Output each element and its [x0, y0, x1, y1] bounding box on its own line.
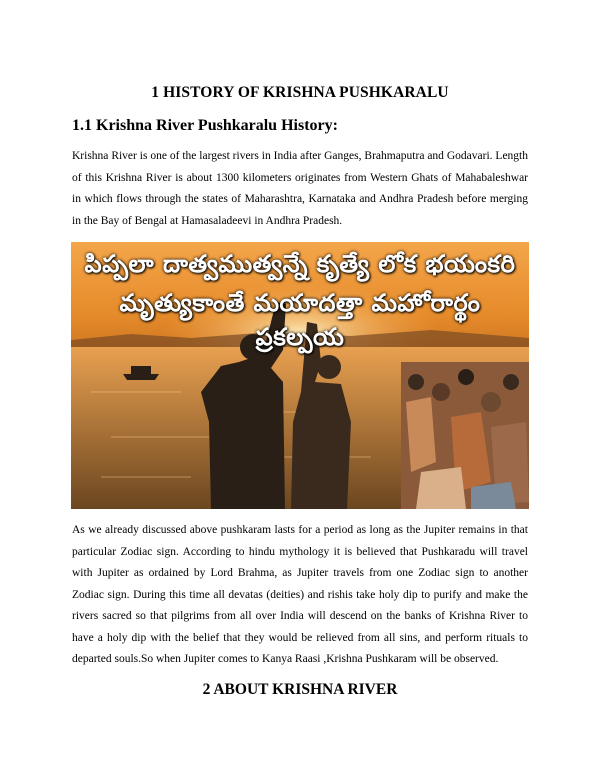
paragraph-intro: Krishna River is one of the largest rivers in India after Ganges, Brahmaputra and Godavari. Length of this Krishna River is about 1300 kilometers originates from Western Ghats of Mahabaleshwar in which flows through the states of Maharashtra, Karnataka and Andhra Pradesh before merging in the Bay of Bengal at Hamasaladeevi in Andhra Pradesh.: [72, 150, 528, 227]
crowd-right-bank: [401, 362, 529, 509]
pushkaralu-photo: [71, 242, 529, 509]
paragraph-pushkaram: As we already discussed above pushkaram lasts for a period as long as the Jupiter remains in that particular Zodiac sign. According to hindu mythology it is believed that Pushkaradu will travel with Jupiter as ordained by Lord Brahma, as Jupiter travels from one Zodiac sign to another Zodiac sign. During this time all devatas (deities) and rishis take holy dip to purify and make the rivers sacred so that pilgrims from all over India will descend on the banks of Krishna River to have a holy dip with the belief that they would be relieved from all sins, and perform rituals to departed souls.So when Jupiter comes to Kanya Raasi ,Krishna Pushkaram will be observed.: [72, 524, 528, 665]
telugu-verse-line-2: మృత్యుకాంతే మయాదత్తా మహోరార్థం ప్రకల్పయ: [119, 289, 481, 351]
telugu-verse-line-1: పిప్పలా దాత్వముత్వన్నే కృత్యే లోక భయంకరి: [84, 250, 516, 278]
chapter-heading: 1 HISTORY OF KRISHNA PUSHKARALU: [151, 84, 449, 101]
section-heading: 1.1 Krishna River Pushkaralu History:: [72, 117, 338, 134]
chapter-heading-2: 2 ABOUT KRISHNA RIVER: [202, 681, 398, 698]
